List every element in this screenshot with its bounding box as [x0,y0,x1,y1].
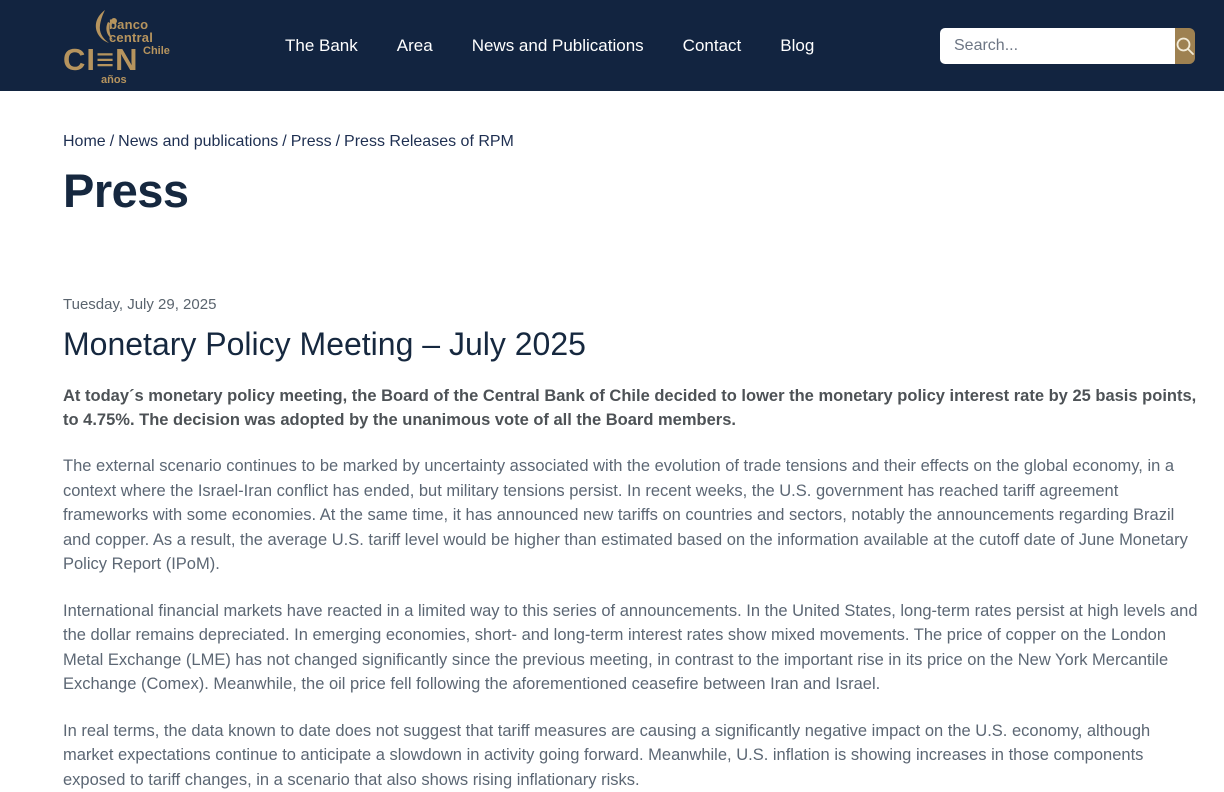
search-box [940,28,1182,64]
logo-anos-text: años [101,74,127,86]
article-paragraph: The external scenario continues to be marked by uncertainty associated with the evolution of trade tensions and their effects on the global economy, in a context where the Israel-Iran conflict has ended, but military tensions persist. In recent weeks, the U.S. government has reached tariff agreement frameworks with some economies. At the same time, it has announced new tariffs on countries and sectors, notably the announcements regarding Brazil and copper. As a result, the average U.S. tariff level would be higher than estimated based on the information available at the cutoff date of June Monetary Policy Report (IPoM). [63,454,1198,577]
search-icon [1175,36,1195,56]
nav-item-area[interactable]: Area [397,36,433,56]
breadcrumb [63,133,1198,151]
article-paragraph: In real terms, the data known to date does not suggest that tariff measures are causing a significantly negative impact on the U.S. economy, although market expectations continue to anticipate a slowdown in activity going forward. Meanwhile, U.S. inflation is showing increases in those components exposed to tariff changes, in a scenario that also shows rising inflationary risks. [63,719,1198,792]
main-content [63,133,1198,792]
breadcrumb-news-and-publications[interactable]: News and publications [118,133,278,150]
nav-item-the-bank[interactable]: The Bank [285,36,358,56]
page-title: Press [63,163,1198,218]
breadcrumb-press-releases-of-rpm[interactable]: Press Releases of RPM [344,133,514,150]
logo-banco-central-text: banco central [109,18,153,44]
logo-cien-text: CI≡N [63,44,138,75]
article-body [63,454,1198,792]
article-paragraph: International financial markets have reacted in a limited way to this series of announcements. In the United States, long-term rates persist at high levels and the dollar remains depreciated. In emerging economies, short- and long-term interest rates show mixed movements. The price of copper on the London Metal Exchange (LME) has not changed significantly since the previous meeting, in contrast to the important rise in its price on the New York Mercantile Exchange (Comex). Meanwhile, the oil price fell following the aforementioned ceasefire between Iran and Israel. [63,599,1198,697]
press-release-article [63,296,1198,792]
nav-item-contact[interactable]: Contact [683,36,742,56]
breadcrumb-separator: / [110,133,114,150]
logo-chile-text: Chile [143,45,170,57]
breadcrumb-press[interactable]: Press [291,133,332,150]
nav-item-news-and-publications[interactable]: News and Publications [472,36,644,56]
search-button[interactable] [1175,28,1195,64]
article-lead-paragraph: At today´s monetary policy meeting, the Board of the Central Bank of Chile decided to lower the monetary policy interest rate by 25 basis points, to 4.75%. The decision was adopted by the unanimous vote of all the Board members. [63,384,1198,432]
article-date: Tuesday, July 29, 2025 [63,296,1198,313]
site-header [0,0,1224,91]
main-nav [285,36,940,56]
nav-item-blog[interactable]: Blog [780,36,814,56]
article-title: Monetary Policy Meeting – July 2025 [63,326,1198,363]
bank-logo[interactable] [63,8,175,84]
breadcrumb-separator: / [336,133,340,150]
search-input[interactable] [940,28,1175,64]
breadcrumb-separator: / [282,133,286,150]
breadcrumb-home[interactable]: Home [63,133,106,150]
